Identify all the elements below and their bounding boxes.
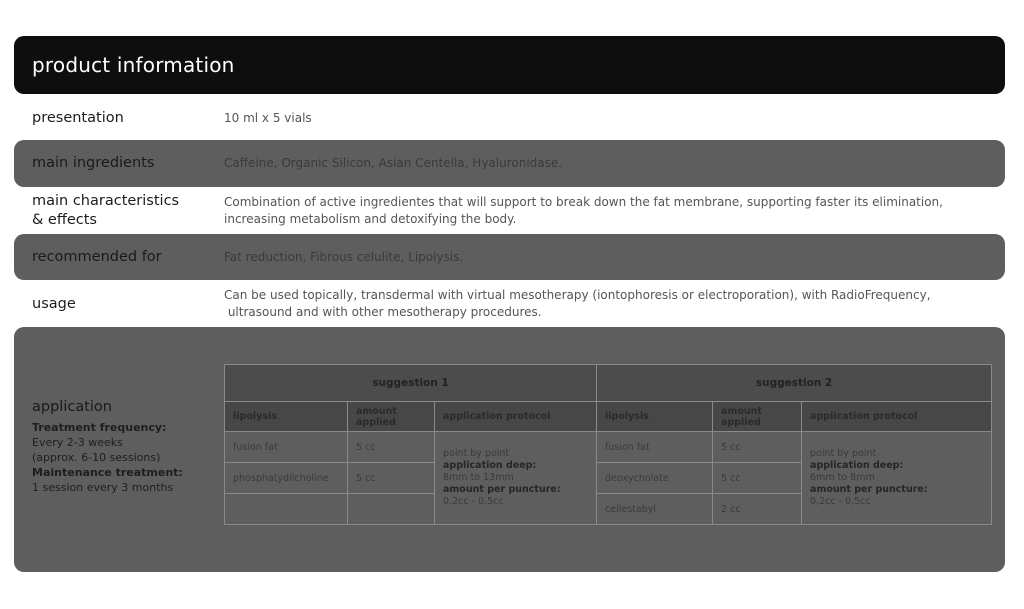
table-column-header-row [225,402,992,432]
row-value: Caffeine, Organic Silicon, Asian Centella, Hyaluronidase. [224,156,563,170]
protocol-puncture-value: 0,2cc - 0,5cc [443,496,504,507]
maintenance-label: Maintenance treatment: [32,466,183,479]
row-value [224,194,1005,228]
protocol-deep-label: application deep: [443,460,537,471]
column-header: amount applied [348,402,435,432]
protocol-cell-1 [435,432,597,525]
row-label: recommended for [32,248,162,265]
column-header: lipolysis [597,402,713,432]
row-label-line: main characteristics [32,193,180,209]
row-label [14,192,224,230]
page-title: product information [32,53,235,77]
table-cell: 2 cc [713,494,802,525]
protocol-deep-value: 8mm to 13mm [443,472,514,483]
frequency-sessions: (approx. 6-10 sessions) [32,451,161,464]
table-cell: cellestabyl [597,494,713,525]
suggestion-1-title: suggestion 1 [225,365,597,402]
table-cell: 5 cc [713,432,802,463]
row-value-line: Combination of active ingredientes that will support to break down the fat membrane, supporting faster its elimination, [224,195,943,209]
table-cell: fusion fat [225,432,348,463]
column-header: lipolysis [225,402,348,432]
protocol-puncture-label: amount per puncture: [810,484,928,495]
protocol-puncture-value: 0,2cc - 0,5cc [810,496,871,507]
row-label-line: & effects [32,212,97,228]
protocol-deep-value: 6mm to 8mm [810,472,875,483]
protocol-puncture-label: amount per puncture: [443,484,561,495]
application-title: application [32,399,112,415]
page-header [14,36,1005,94]
suggestion-2-title: suggestion 2 [597,365,992,402]
row-usage [14,284,1005,324]
row-label: main ingredients [32,155,155,171]
application-info [32,399,217,495]
table-cell: phosphatydilcholine [225,463,348,494]
table-cell [348,494,435,525]
row-main-ingredients [14,140,1005,187]
table-cell: 5 cc [348,432,435,463]
row-label: presentation [32,109,124,126]
column-header: application protocol [435,402,597,432]
protocol-deep-label: application deep: [810,460,904,471]
row-value [224,287,1005,321]
row-value-line: increasing metabolism and detoxifying the body. [224,212,517,226]
table-cell: 5 cc [348,463,435,494]
row-label: usage [32,295,76,312]
suggestions-table [224,364,992,525]
row-value-line: Can be used topically, transdermal with virtual mesotherapy (iontophoresis or electroporation), with RadioFrequency, [224,288,931,302]
row-presentation [14,100,1005,136]
table-cell [225,494,348,525]
table-row [225,432,992,463]
table-cell: deoxycholate [597,463,713,494]
protocol-line: point by point [443,448,510,459]
table-cell: fusion fat [597,432,713,463]
column-header: application protocol [802,402,992,432]
frequency-label: Treatment frequency: [32,421,167,434]
table-cell: 5 cc [713,463,802,494]
protocol-cell-2 [802,432,992,525]
row-value: Fat reduction, Fibrous celulite, Lipolysis. [224,249,464,264]
application-panel [14,327,1005,572]
frequency-value: Every 2-3 weeks [32,436,123,449]
row-recommended-for [14,234,1005,280]
table-group-header-row [225,365,992,402]
row-main-characteristics [14,190,1005,232]
row-value-line: ultrasound and with other mesotherapy procedures. [224,305,542,319]
protocol-line: point by point [810,448,877,459]
row-value: 10 ml x 5 vials [224,110,312,125]
column-header: amount applied [713,402,802,432]
maintenance-value: 1 session every 3 months [32,481,174,494]
